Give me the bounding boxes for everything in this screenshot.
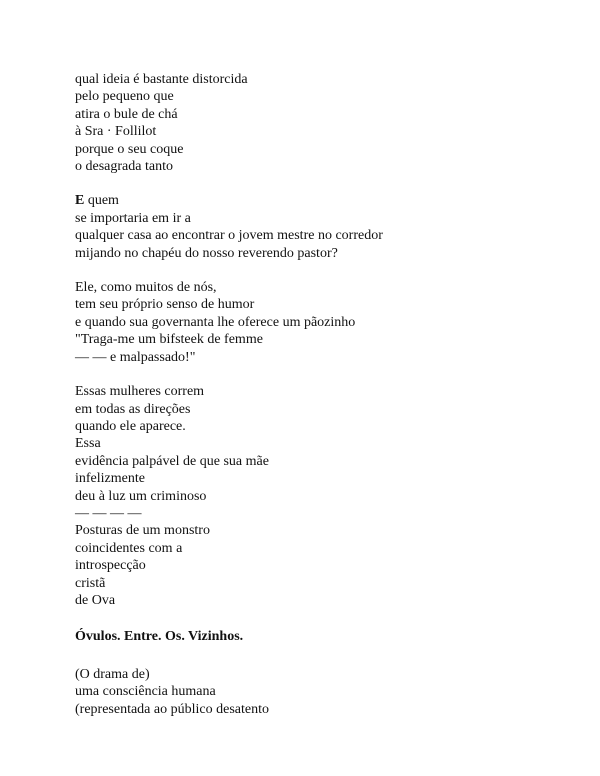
poem-line: Posturas de um monstro: [75, 523, 210, 539]
stanza-2: [75, 192, 575, 262]
poem-line: infelizmente: [75, 471, 145, 487]
poem-line: evidência palpável de que sua mãe: [75, 453, 269, 469]
poem-line: "Traga-me um bifsteek de femme: [75, 332, 263, 348]
document-page: [75, 71, 575, 735]
poem-line: e quando sua governanta lhe oferece um pãozinho: [75, 314, 356, 330]
bold-initial: E: [75, 193, 85, 209]
poem-line: o desagrada tanto: [75, 159, 173, 175]
poem-line: coincidentes com a: [75, 540, 183, 556]
poem-line: Essas mulheres correm: [75, 384, 205, 400]
poem-line: — — e malpassado!": [75, 349, 196, 365]
poem-line: introspecção: [75, 558, 146, 574]
poem-line: [75, 192, 575, 209]
poem-line: quando ele aparece.: [75, 418, 186, 434]
poem-line: se importaria em ir a: [75, 210, 191, 226]
stanza-final: [75, 666, 575, 718]
poem-line: qual ideia é bastante distorcida: [75, 72, 248, 87]
poem-line: à Sra · Follilot: [75, 124, 157, 140]
poem-line: qualquer casa ao encontrar o jovem mestre no corredor: [75, 228, 383, 244]
stanza-1: [75, 71, 575, 175]
poem-line: (representada ao público desatento: [75, 701, 269, 717]
stanza-3: [75, 279, 575, 366]
poem-line: pelo pequeno que: [75, 89, 174, 105]
poem-line: uma consciência humana: [75, 684, 216, 700]
poem-line: atira o bule de chá: [75, 106, 178, 122]
poem-line: de Ova: [75, 592, 116, 608]
dash-separator: — — — —: [75, 505, 142, 521]
poem-line-text: quem: [84, 193, 119, 209]
poem-line: Essa: [75, 436, 101, 452]
poem-line: (O drama de): [75, 666, 150, 682]
section-title: Óvulos. Entre. Os. Vizinhos.: [75, 629, 244, 645]
poem-line: deu à luz um criminoso: [75, 488, 207, 504]
poem-line: mijando no chapéu do nosso reverendo pastor?: [75, 245, 338, 261]
stanza-4: [75, 383, 575, 609]
poem-line: tem seu próprio senso de humor: [75, 297, 255, 313]
poem-line: em todas as direções: [75, 401, 191, 417]
poem-line: porque o seu coque: [75, 141, 184, 157]
poem-line: cristã: [75, 575, 106, 591]
poem-line: Ele, como muitos de nós,: [75, 280, 217, 296]
